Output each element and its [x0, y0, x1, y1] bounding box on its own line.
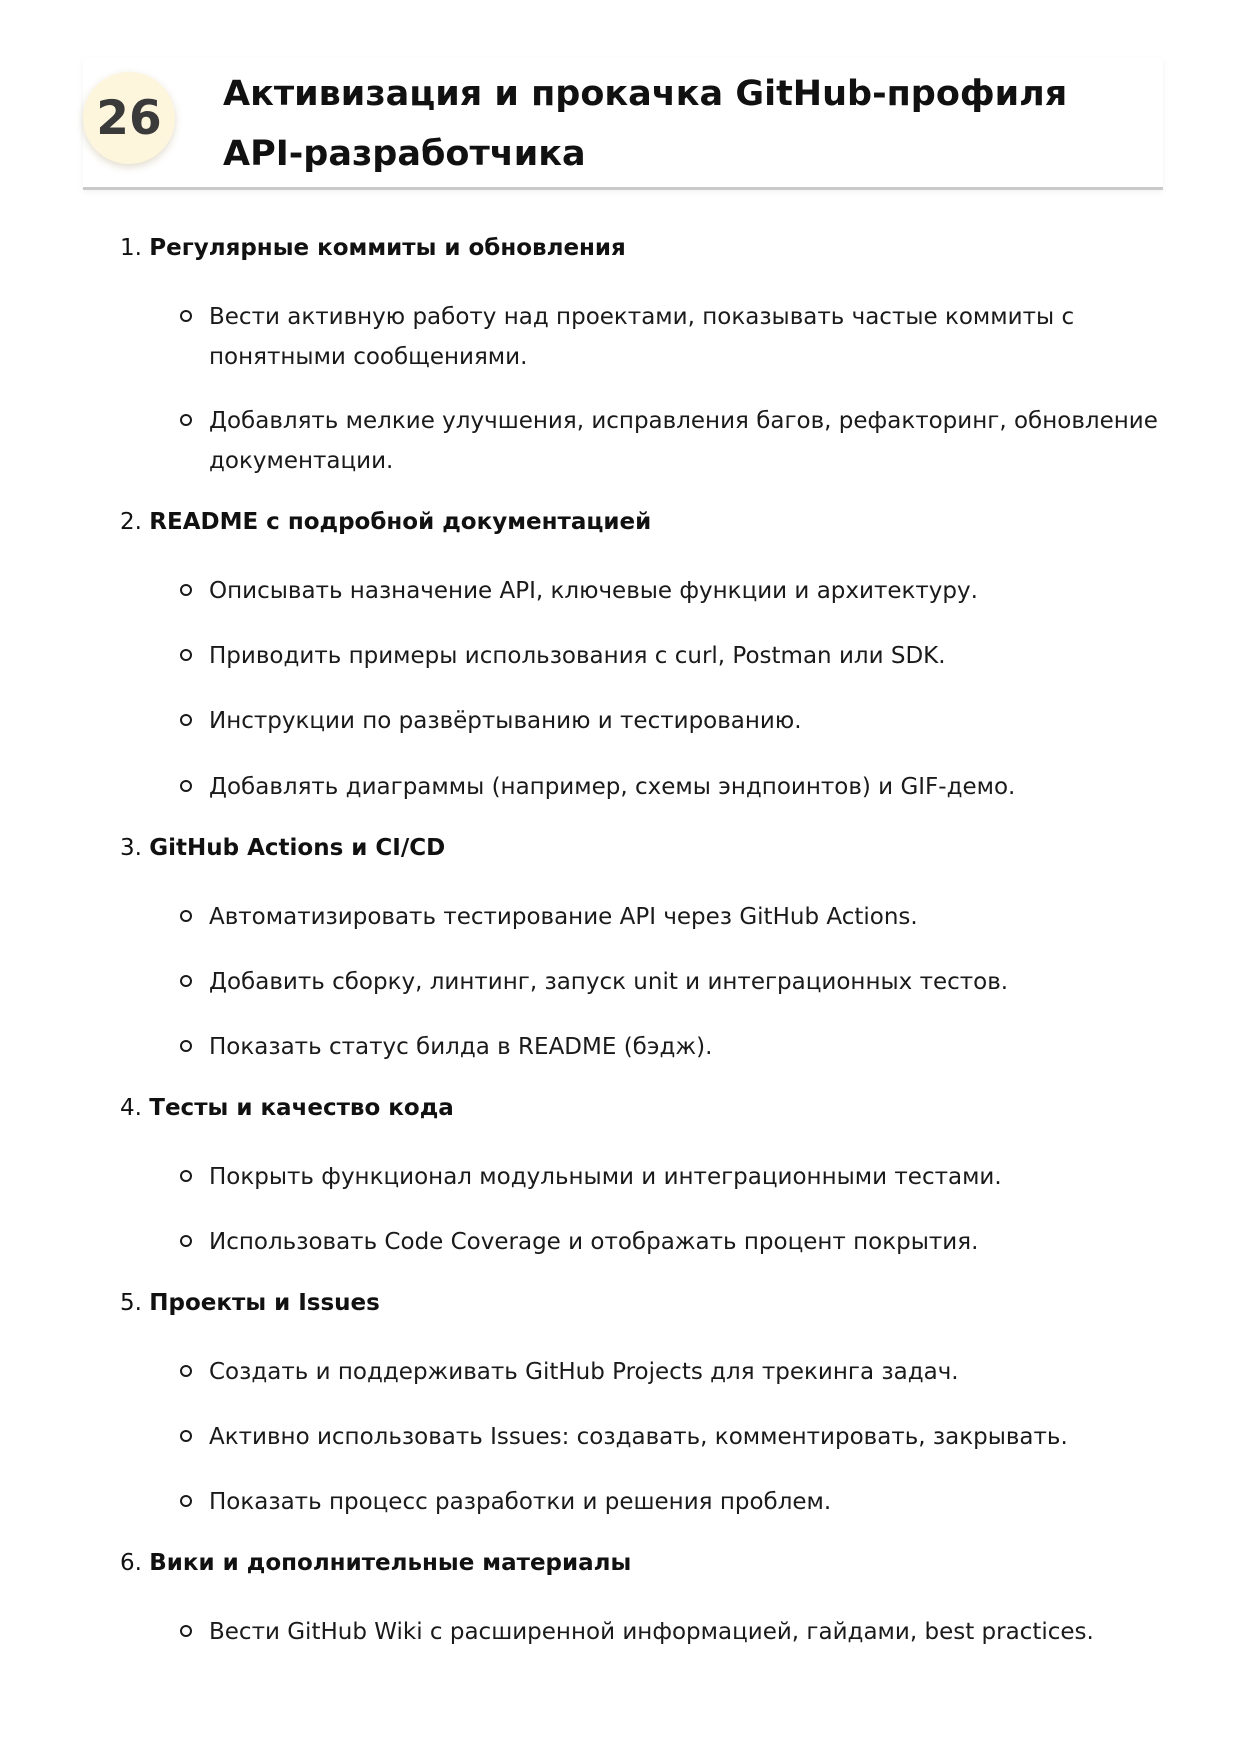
- section-heading: [120, 233, 626, 263]
- list-item-text: Добавлять диаграммы (например, схемы эндпоинтов) и GIF-демо.: [209, 774, 1016, 800]
- section-title: Проекты и Issues: [149, 1290, 380, 1316]
- list-item-text: Добавить сборку, линтинг, запуск unit и интеграционных тестов.: [209, 969, 1009, 995]
- circle-bullet-icon: [180, 1235, 192, 1247]
- list-item-text: Описывать назначение API, ключевые функции и архитектуру.: [209, 578, 978, 604]
- section-number: 2.: [120, 509, 142, 535]
- section-title: Регулярные коммиты и обновления: [149, 235, 626, 261]
- list-item: [180, 636, 1180, 676]
- section-heading: [120, 507, 651, 537]
- list-item: [180, 1157, 1180, 1197]
- circle-bullet-icon: [180, 975, 192, 987]
- list-item-text: Использовать Code Coverage и отображать процент покрытия.: [209, 1229, 979, 1255]
- circle-bullet-icon: [180, 1040, 192, 1052]
- list-item-text: Инструкции по развёртыванию и тестированию.: [209, 708, 802, 734]
- circle-bullet-icon: [180, 310, 192, 322]
- section-heading: [120, 1548, 631, 1578]
- list-item-text: Вести GitHub Wiki с расширенной информацией, гайдами, best practices.: [209, 1619, 1094, 1645]
- page-header: [83, 58, 1163, 190]
- list-item: [180, 1482, 1180, 1522]
- list-item-text: Показать процесс разработки и решения проблем.: [209, 1489, 832, 1515]
- list-item: [180, 962, 1180, 1002]
- list-item-text: Показать статус билда в README (бэдж).: [209, 1034, 713, 1060]
- page-title: Активизация и прокачка GitHub-профиля API-разработчика: [223, 74, 1068, 174]
- section-heading: [120, 1288, 380, 1318]
- page-number-badge: 26: [83, 72, 175, 164]
- list-item-text: Создать и поддерживать GitHub Projects для трекинга задач.: [209, 1359, 959, 1385]
- circle-bullet-icon: [180, 649, 192, 661]
- list-item: [180, 1027, 1180, 1067]
- section-number: 4.: [120, 1095, 142, 1121]
- list-item-text: Покрыть функционал модульными и интеграционными тестами.: [209, 1164, 1002, 1190]
- list-item-text: Приводить примеры использования с curl, Postman или SDK.: [209, 643, 946, 669]
- circle-bullet-icon: [180, 1495, 192, 1507]
- list-item: [180, 297, 1180, 377]
- list-item: [180, 701, 1180, 741]
- section-title: Вики и дополнительные материалы: [149, 1550, 632, 1576]
- circle-bullet-icon: [180, 414, 192, 426]
- circle-bullet-icon: [180, 1170, 192, 1182]
- list-item: [180, 571, 1180, 611]
- list-item: [180, 1222, 1180, 1262]
- list-item: [180, 1352, 1180, 1392]
- section-heading: [120, 833, 445, 863]
- circle-bullet-icon: [180, 584, 192, 596]
- list-item: [180, 401, 1180, 481]
- circle-bullet-icon: [180, 910, 192, 922]
- section-title: README с подробной документацией: [149, 509, 652, 535]
- section-heading: [120, 1093, 454, 1123]
- circle-bullet-icon: [180, 1430, 192, 1442]
- list-item-text: Автоматизировать тестирование API через GitHub Actions.: [209, 904, 918, 930]
- section-number: 6.: [120, 1550, 142, 1576]
- section-number: 5.: [120, 1290, 142, 1316]
- list-item: [180, 767, 1180, 807]
- section-number: 1.: [120, 235, 142, 261]
- circle-bullet-icon: [180, 780, 192, 792]
- section-title: Тесты и качество кода: [149, 1095, 454, 1121]
- circle-bullet-icon: [180, 714, 192, 726]
- section-title: GitHub Actions и CI/CD: [149, 835, 446, 861]
- section-number: 3.: [120, 835, 142, 861]
- list-item: [180, 1417, 1180, 1457]
- list-item-text: Активно использовать Issues: создавать, комментировать, закрывать.: [209, 1424, 1068, 1450]
- circle-bullet-icon: [180, 1365, 192, 1377]
- list-item: [180, 897, 1180, 937]
- list-item: [180, 1612, 1180, 1652]
- list-item-text: Вести активную работу над проектами, показывать частые коммиты с понятными сообщениями.: [209, 304, 1075, 370]
- circle-bullet-icon: [180, 1625, 192, 1637]
- list-item-text: Добавлять мелкие улучшения, исправления багов, рефакторинг, обновление документации.: [209, 408, 1158, 474]
